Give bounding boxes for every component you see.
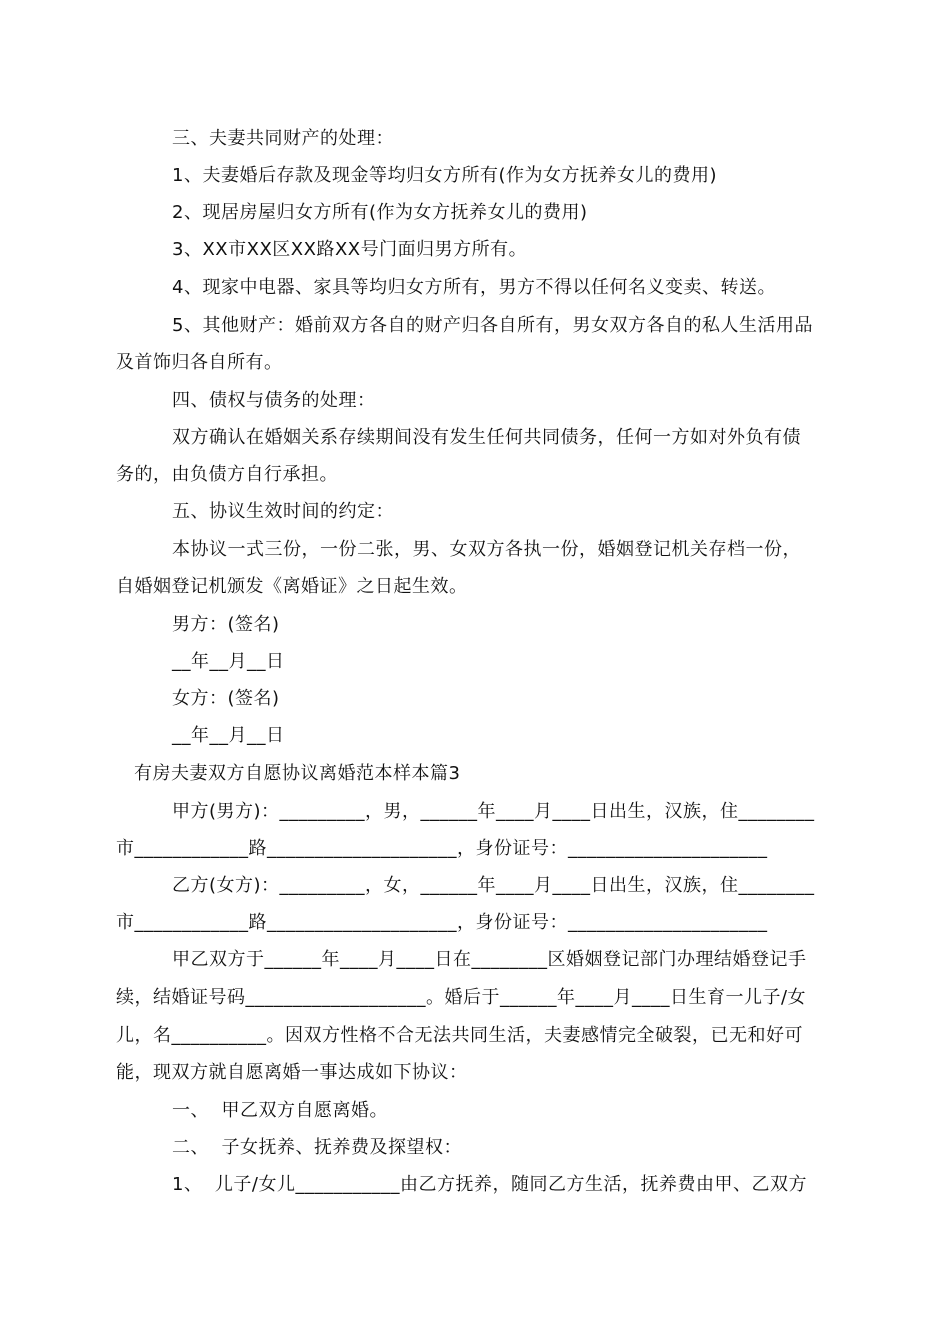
male-signature: 男方：(签名) (172, 614, 280, 635)
party-b-address: 市____________路____________________，身份证号：_____________________ (116, 912, 768, 933)
clause-3-5: 5、其他财产：婚前双方各自的财产归各自所有，男女双方各自的私人生活用品 (172, 315, 813, 336)
section-heading-4: 四、债权与债务的处理： (172, 390, 376, 411)
paragraph-marriage-cont-1: 续，结婚证号码___________________。婚后于______年____月____日生育一儿子/女 (116, 987, 807, 1008)
male-date: __年__月__日 (172, 651, 285, 672)
party-a-info: 甲方(男方)：_________，男，______年____月____日出生，汉族，住________ (172, 801, 815, 822)
paragraph-debts-cont: 务的，由负债方自行承担。 (116, 464, 338, 485)
clause-3-1: 1、夫妻婚后存款及现金等均归女方所有(作为女方抚养女儿的费用) (172, 165, 717, 186)
clause-3-3: 3、XX市XX区XX路XX号门面归男方所有。 (172, 239, 528, 260)
party-b-info: 乙方(女方)：_________，女，______年____月____日出生，汉族，住________ (172, 875, 815, 896)
clause-3-4: 4、现家中电器、家具等均归女方所有，男方不得以任何名义变卖、转送。 (172, 277, 776, 298)
female-date: __年__月__日 (172, 725, 285, 746)
female-signature: 女方：(签名) (172, 688, 280, 709)
sample-title: 有房夫妻双方自愿协议离婚范本样本篇3 (134, 763, 461, 784)
agreement-item-2: 二、 子女抚养、抚养费及探望权： (172, 1137, 462, 1158)
paragraph-effective-cont: 自婚姻登记机颁发《离婚证》之日起生效。 (116, 576, 468, 597)
paragraph-marriage: 甲乙双方于______年____月____日在________区婚姻登记部门办理结婚登记手 (172, 949, 807, 970)
agreement-item-1: 一、 甲乙双方自愿离婚。 (172, 1100, 388, 1121)
agreement-item-2-1: 1、 儿子/女儿___________由乙方抚养，随同乙方生活，抚养费由甲、乙双方 (172, 1174, 807, 1195)
section-heading-5: 五、协议生效时间的约定： (172, 501, 394, 522)
paragraph-effective: 本协议一式三份，一份二张，男、女双方各执一份，婚姻登记机关存档一份， (172, 539, 801, 560)
paragraph-marriage-cont-3: 能，现双方就自愿离婚一事达成如下协议： (116, 1062, 468, 1083)
clause-3-2: 2、现居房屋归女方所有(作为女方抚养女儿的费用) (172, 202, 588, 223)
paragraph-debts: 双方确认在婚姻关系存续期间没有发生任何共同债务，任何一方如对外负有债 (172, 427, 801, 448)
paragraph-marriage-cont-2: 儿，名__________。因双方性格不合无法共同生活，夫妻感情完全破裂，已无和好可 (116, 1025, 803, 1046)
section-heading-3: 三、夫妻共同财产的处理： (172, 128, 394, 149)
clause-3-5-cont: 及首饰归各自所有。 (116, 352, 283, 373)
party-a-address: 市____________路____________________，身份证号：_____________________ (116, 838, 768, 859)
